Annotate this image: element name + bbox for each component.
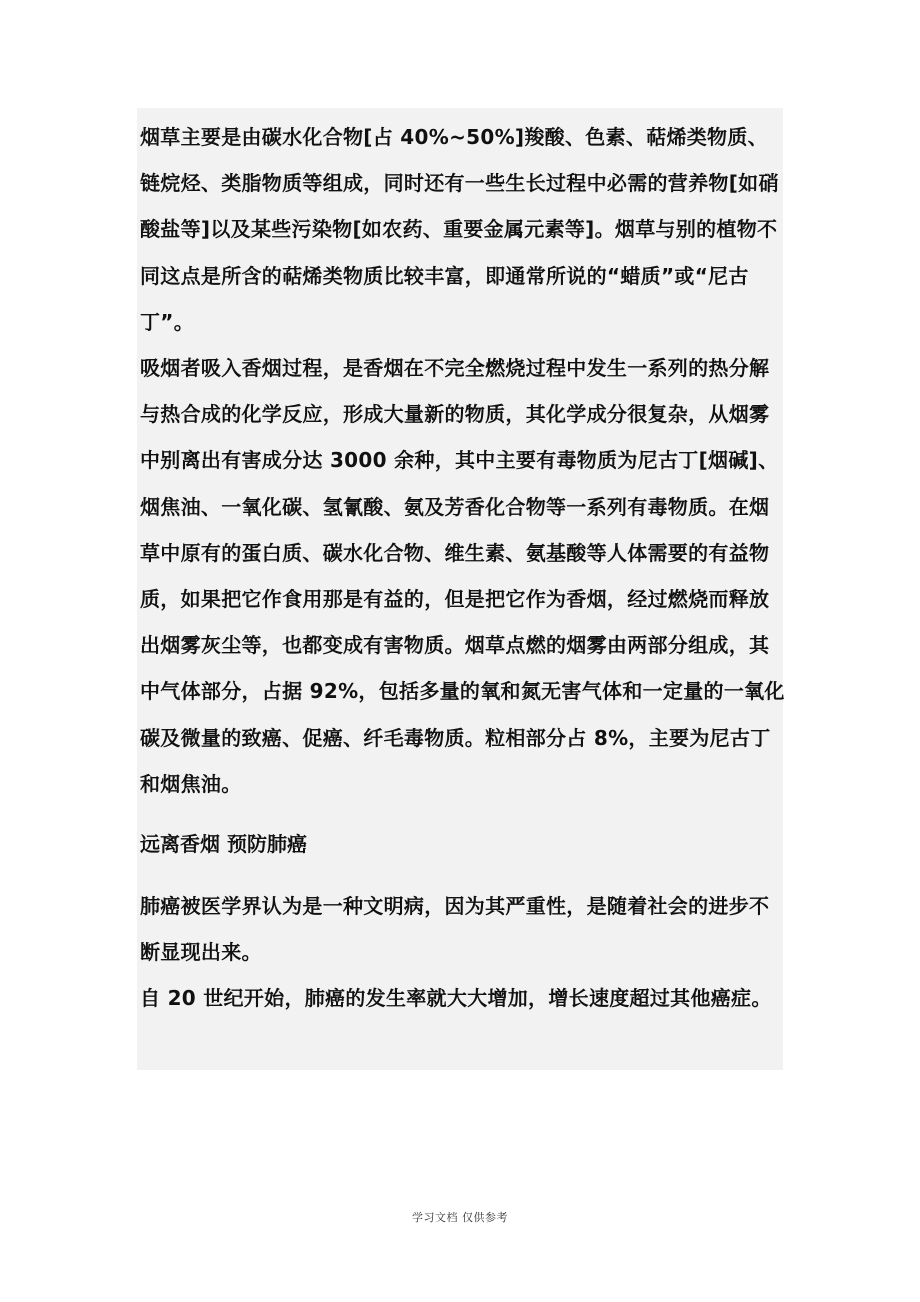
paragraph-smoking-process: 吸烟者吸入香烟过程，是香烟在不完全燃烧过程中发生一系列的热分解与热合成的化学反应，形成大量新的物质，其化学成分很复杂，从烟雾中别离出有害成分达 3000 余种，其中主要有毒物质为尼古丁[烟碱]、烟焦油、一氧化碳、氢氰酸、氨及芳香化合物等一系列有毒物质。在烟草中原有的蛋白质、碳水化合物、维生素、氨基酸等人体需要的有益物质，如果把它作食用那是有益的，但是把它作为香烟，经过燃烧而释放出烟雾灰尘等，也都变成有害物质。烟草点燃的烟雾由两部分组成，其中气体部分，占据 92%，包括多量的氧和氮无害气体和一定量的一氧化碳及微量的致癌、促癌、纤毛毒物质。粒相部分占 8%，主要为尼古丁和烟焦油。 [140, 356, 785, 796]
text-area [140, 114, 785, 1022]
spacer [140, 867, 785, 883]
paragraph-20th-century: 自 20 世纪开始，肺癌的发生率就大大增加，增长速度超过其他癌症。 [140, 986, 772, 1011]
paragraph-lung-cancer: 肺癌被医学界认为是一种文明病，因为其严重性，是随着社会的进步不断显现出来。 [140, 894, 770, 965]
page-footer: 学习文档 仅供参考 [412, 1211, 508, 1224]
spacer [140, 807, 785, 821]
paragraph-composition: 烟草主要是由碳水化合物[占 40%~50%]羧酸、色素、萜烯类物质、链烷烃、类脂物质等组成，同时还有一些生长过程中必需的营养物[如硝酸盐等]以及某些污染物[如农药、重要金属元素等]。烟草与别的植物不同这点是所含的萜烯类物质比较丰富，即通常所说的“蜡质”或“尼古丁”。 [140, 125, 779, 334]
section-heading: 远离香烟 预防肺癌 [140, 832, 307, 857]
